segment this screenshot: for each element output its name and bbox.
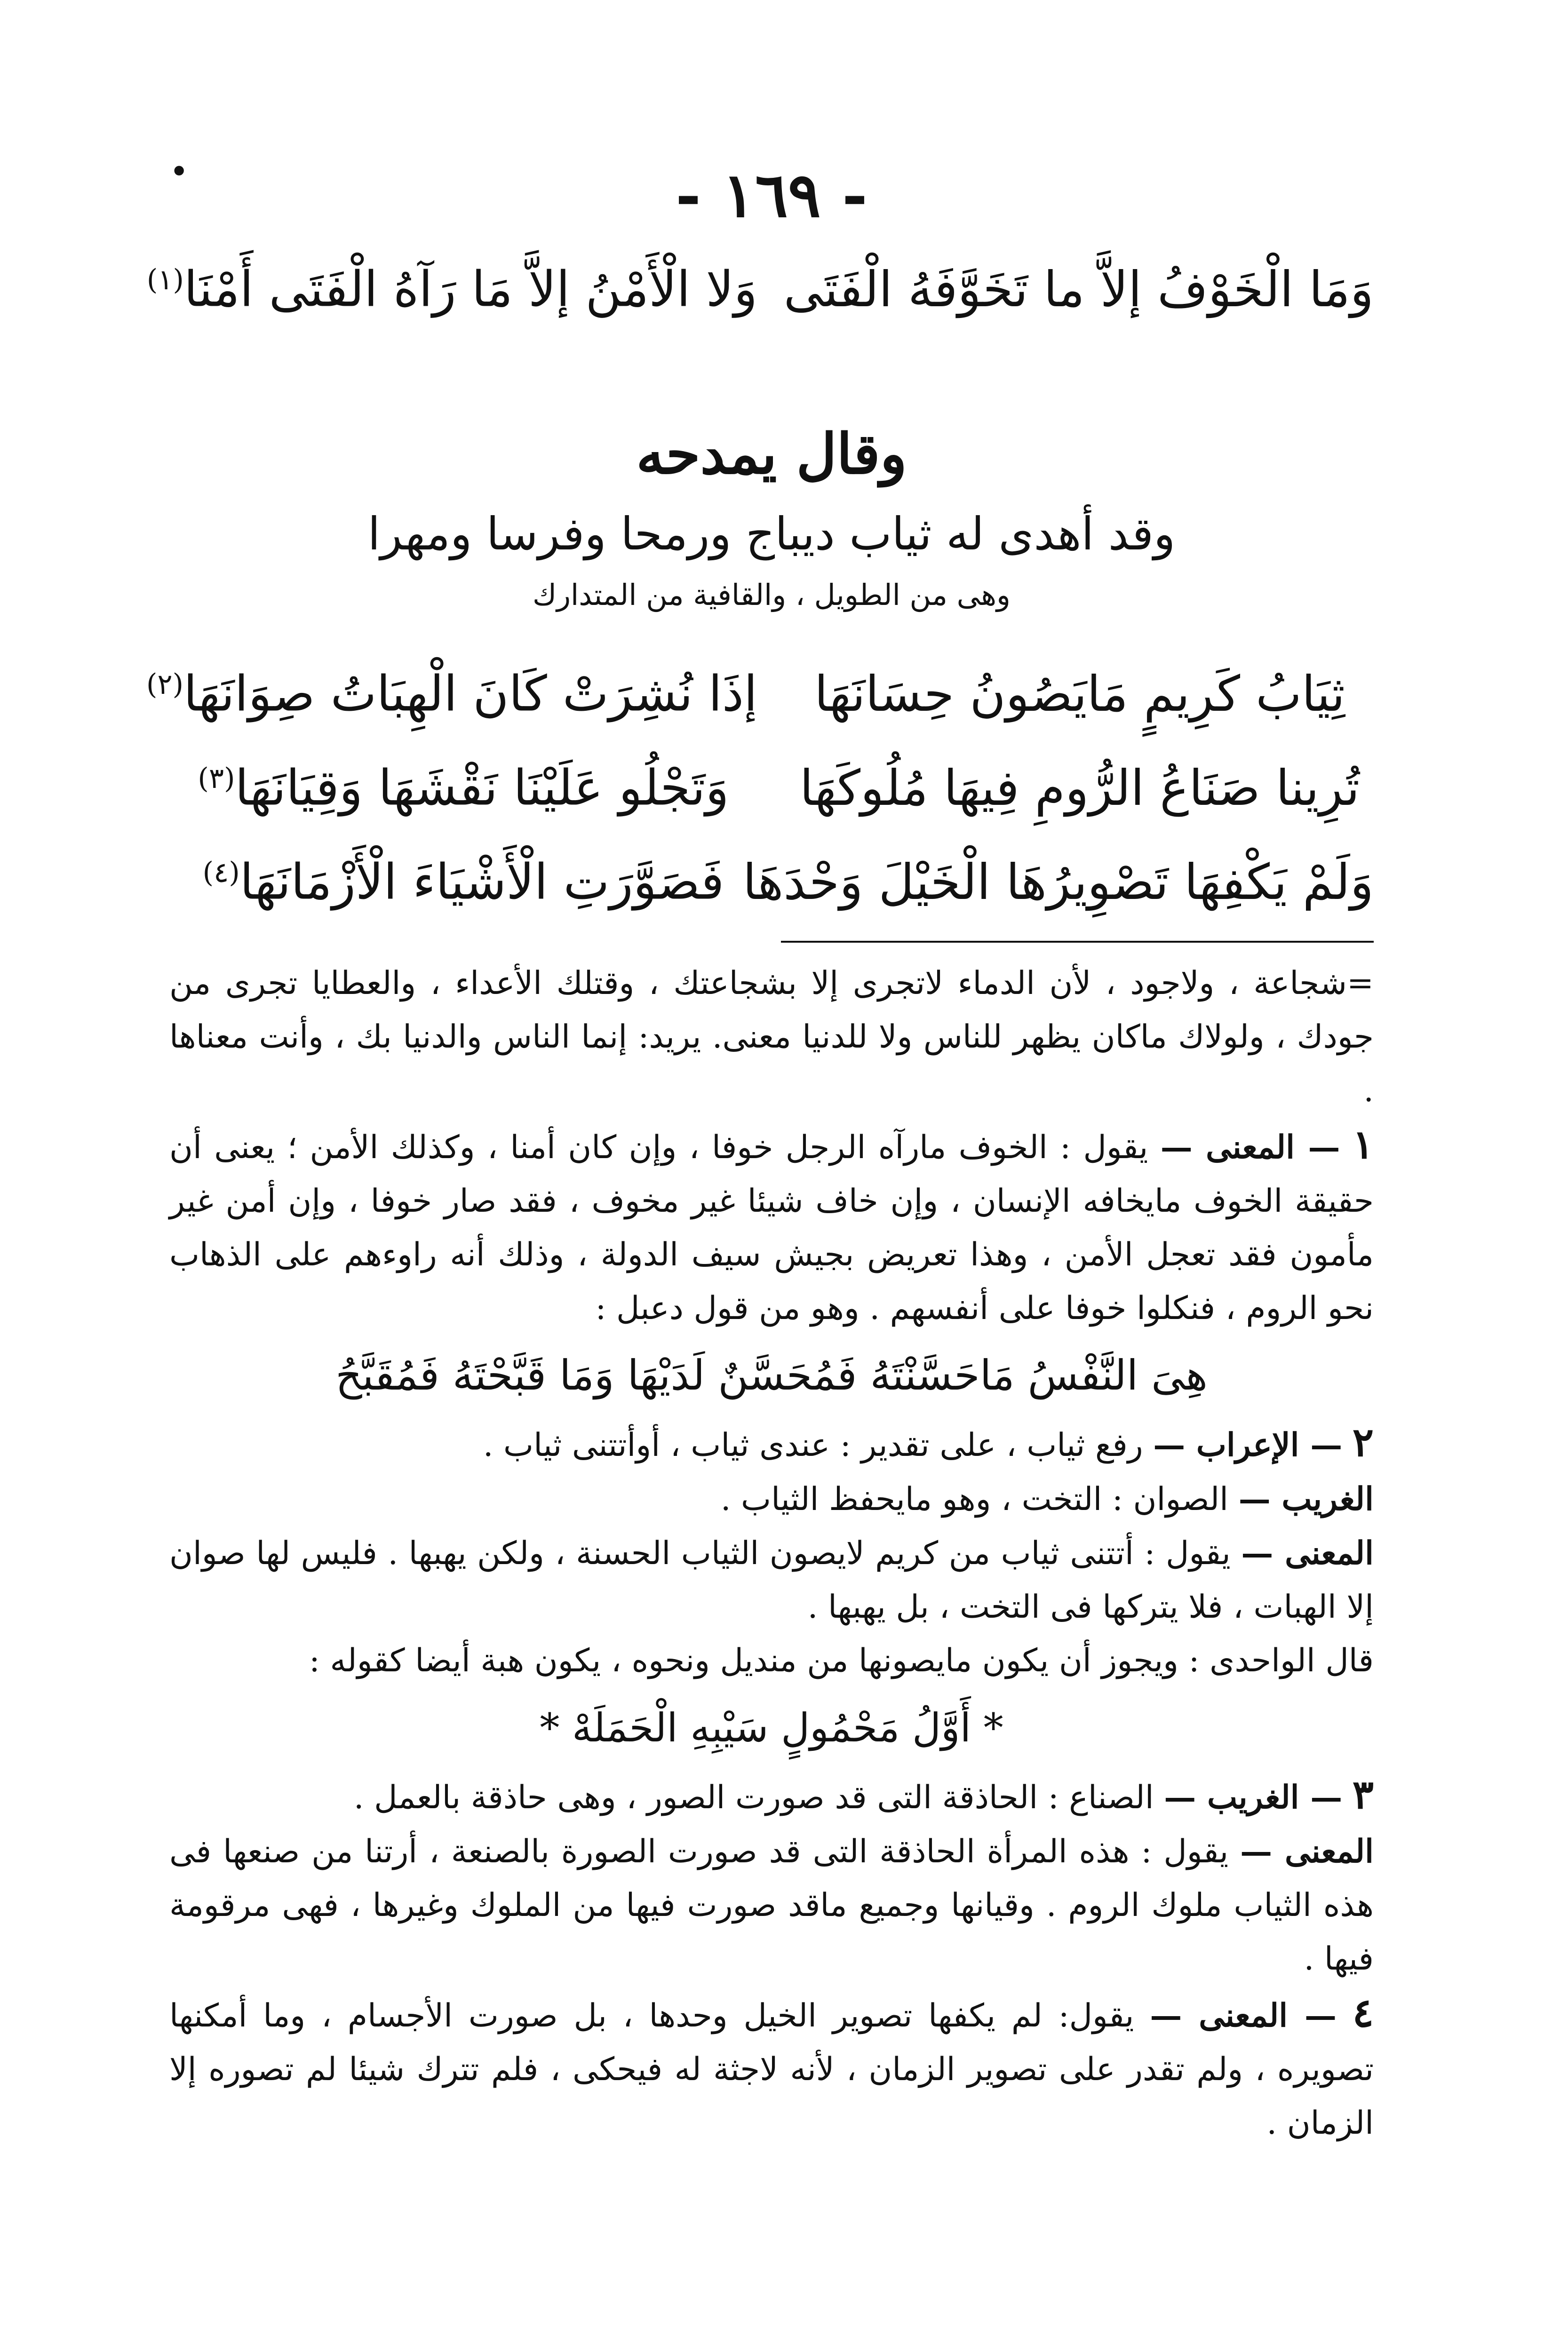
footnote-1 [169, 1118, 1374, 1335]
footnote-text: جودك ، ولولاك ماكان يظهر للناس ولا للدنيا معنى. يريد: إنما الناس والدنيا بك ، وأنت معناها . [169, 1018, 1374, 1109]
verse-first-text: تُرِينا صَنَاعُ الرُّومِ فِيهَا مُلُوكَهَا [799, 759, 1360, 817]
footnote-label: المعنى — [1241, 1534, 1374, 1572]
footnote-number: ١ [1352, 1121, 1374, 1168]
footnote-3-meaning [169, 1825, 1374, 1986]
verse-second-hemistich [169, 734, 757, 833]
poem-meter: وهى من الطويل ، والقافية من المتدارك [533, 578, 1011, 612]
footnote-text: الصناع : الحاذقة التى قد صورت الصور ، وهى حاذقة بالعمل . [353, 1779, 1154, 1816]
poem-subtitle: وقد أهدى له ثياب ديباج ورمحا وفرسا ومهرا [367, 508, 1176, 560]
footnote-marker: (١) [146, 263, 184, 296]
poem-title: وقال يمدحه [636, 421, 907, 486]
footnote-2-meaning [169, 1526, 1374, 1634]
footnote-marker: (٤) [202, 856, 240, 889]
footnote-label: المعنى — [1240, 1833, 1374, 1870]
quoted-verse: هِىَ النَّفْسُ مَاحَسَّنْتَهُ فَمُحَسَّنٌ لَدَيْهَا وَمَا قَبَّحْتَهُ فَمُقَبَّحُ [335, 1351, 1208, 1399]
verse-first-hemistich [742, 837, 1374, 927]
footnote-marker: (٢) [146, 668, 184, 701]
verse-second-hemistich [146, 640, 757, 739]
verse-second-text: فَصَوَّرَتِ الْأَشْيَاءَ الْأَزْمَانَهَا [239, 853, 724, 911]
footnote-separator [781, 941, 1374, 943]
poem-verse [169, 734, 1374, 828]
verse-second-text: وَلا الْأَمْنُ إلاَّ مَا رَآهُ الْفَتَى أَمْنَا [183, 260, 757, 318]
margin-dot: • [169, 152, 189, 191]
footnotes [169, 957, 1374, 2150]
footnote-text: يقول: لم يكفها تصوير الخيل وحدها ، بل صورت الأجسام ، وما أمكنها تصويره ، ولم تقدر على تصوير الزمان ، لأنه لاجثة له فيحكى ، فلم تترك شيئا لم تصوره إلا الزمان . [169, 1997, 1374, 2142]
verse-first-text: وَمَا الْخَوْفُ إلاَّ ما تَخَوَّفَهُ الْفَتَى [783, 260, 1374, 318]
footnote-text: يقول : أتتنى ثياب من كريم لايصون الثياب الحسنة ، ولكن يهبها . فليس لها صوان إلا الهبات ، فلا يتركها فى التخت ، بل يهبها . [169, 1535, 1374, 1626]
verse-first-hemistich [786, 743, 1374, 833]
poem-verse [169, 828, 1374, 922]
footnote-label: الغريب — [1238, 1480, 1374, 1518]
verse-second-text: وَتَجْلُو عَلَيْنَا نَقْشَهَا وَقِيَانَهَا [235, 759, 729, 817]
footnote-label: — الغريب — [1164, 1779, 1343, 1816]
footnote-text: يقول : الخوف مارآه الرجل خوفا ، وإن كان أمنا ، وكذلك الأمن ؛ يعنى أن حقيقة الخوف مايخافه الإنسان ، وإن خاف شيئا غير مخوف ، فقد صار خوفا ، وإن أمن غير مأمون فقد تعجل الأمن ، وهذا تعريض بجيش سيف الدولة ، وذلك أنه راوءهم على الذهاب نحو الروم ، فنكلوا خوفا على أنفسهم . وهو من قول دعبل : [169, 1129, 1374, 1327]
verse-second-hemistich [169, 828, 757, 927]
poem-verse [146, 640, 1374, 734]
footnote-text: قال الواحدى : ويجوز أن يكون مايصونها من منديل ونحوه ، يكون هبة أيضا كقوله : [309, 1642, 1374, 1679]
footnote-text: الصوان : التخت ، وهو مايحفظ الثياب . [720, 1481, 1229, 1518]
top-verse [146, 235, 1374, 329]
footnote-label: — المعنى — [1150, 1997, 1337, 2034]
verse-first-text: وَلَمْ يَكْفِهَا تَصْوِيرُهَا الْخَيْلَ وَحْدَهَا [742, 853, 1374, 911]
footnote-text: يقول : هذه المرأة الحاذقة التى قد صورت الصورة بالصنعة ، أرتنا من صنعها فى هذه الثياب ملوك الروم . وقيانها وجميع ماقد صورت فيها من الملوك وغيرها ، فهى مرقومة فيها . [169, 1833, 1374, 1978]
verse-first-text: ثِيَابُ كَرِيمٍ مَايَصُونُ حِسَانَهَا [814, 665, 1345, 723]
quoted-fragment: * أَوَّلُ مَحْمُولٍ سَيْبِهِ الْحَمَلَهْ * [540, 1705, 1003, 1751]
footnote-label: — الإعراب — [1153, 1426, 1343, 1464]
footnote-2 [169, 1415, 1374, 1472]
footnote-2-wahidi [169, 1634, 1374, 1688]
footnote-number: ٣ [1352, 1771, 1374, 1818]
footnote-label: — المعنى — [1160, 1128, 1340, 1166]
footnote-4 [169, 1986, 1374, 2150]
book-page [146, 152, 1374, 2352]
page-number: - ١٦٩ - [676, 159, 868, 231]
footnote-text: رفع ثياب ، على تقدير : عندى ثياب ، أوأتتنى ثياب . [483, 1427, 1143, 1464]
footnote-text: =شجاعة ، ولاجود ، لأن الدماء لاتجرى إلا بشجاعتك ، وقتلك الأعداء ، والعطايا تجرى من [169, 965, 1374, 1002]
verse-second-hemistich [146, 235, 757, 334]
footnote-number: ٤ [1352, 1989, 1374, 2036]
verse-second-text: إذَا نُشِرَتْ كَانَ الْهِبَاتُ صِوَانَهَا [183, 665, 757, 723]
footnote-marker: (٣) [198, 762, 235, 795]
footnote-number: ٢ [1352, 1419, 1374, 1465]
verse-first-hemistich [786, 649, 1374, 739]
verse-first-hemistich [783, 245, 1374, 334]
footnote-3 [169, 1768, 1374, 1825]
footnote-continuation [169, 957, 1374, 1118]
footnote-2-gharib [169, 1472, 1374, 1526]
